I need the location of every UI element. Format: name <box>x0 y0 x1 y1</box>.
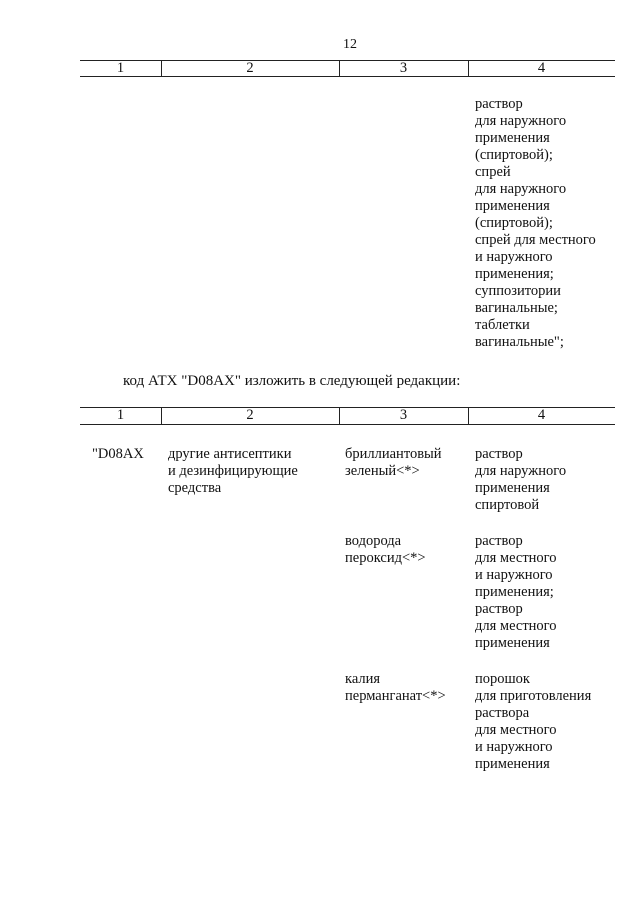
dosage-forms: раствор для местного и наружного применения; раствор для местного применения <box>475 533 557 651</box>
header-col-1: 1 <box>116 407 125 423</box>
instruction-text: код АТХ "D08AX" изложить в следующей редакции: <box>123 373 461 389</box>
page-number: 12 <box>343 37 357 52</box>
atc-code: "D08AX <box>92 446 144 462</box>
header-col-2: 2 <box>246 60 254 76</box>
header-col-2: 2 <box>246 407 254 423</box>
group-name: другие антисептики и дезинфицирующие средства <box>168 446 298 496</box>
substance-name: бриллиантовый зеленый<*> <box>345 446 442 479</box>
header-col-3: 3 <box>399 407 408 423</box>
continuation-dosage-forms: раствор для наружного применения (спиртовой); спрей для наружного применения (спиртовой); спрей для местного и наружного применения; суппозитории вагинальные; таблетки вагинальные"; <box>475 96 596 350</box>
header-col-4: 4 <box>537 60 546 76</box>
dosage-forms: раствор для наружного применения спиртовой <box>475 446 567 513</box>
dosage-forms: порошок для приготовления раствора для местного и наружного применения <box>475 671 592 772</box>
substance-name: водорода пероксид<*> <box>345 533 426 566</box>
header-col-1: 1 <box>116 60 125 76</box>
substance-name: калия перманганат<*> <box>345 671 446 704</box>
header-col-3: 3 <box>399 60 408 76</box>
header-col-4: 4 <box>537 407 546 423</box>
